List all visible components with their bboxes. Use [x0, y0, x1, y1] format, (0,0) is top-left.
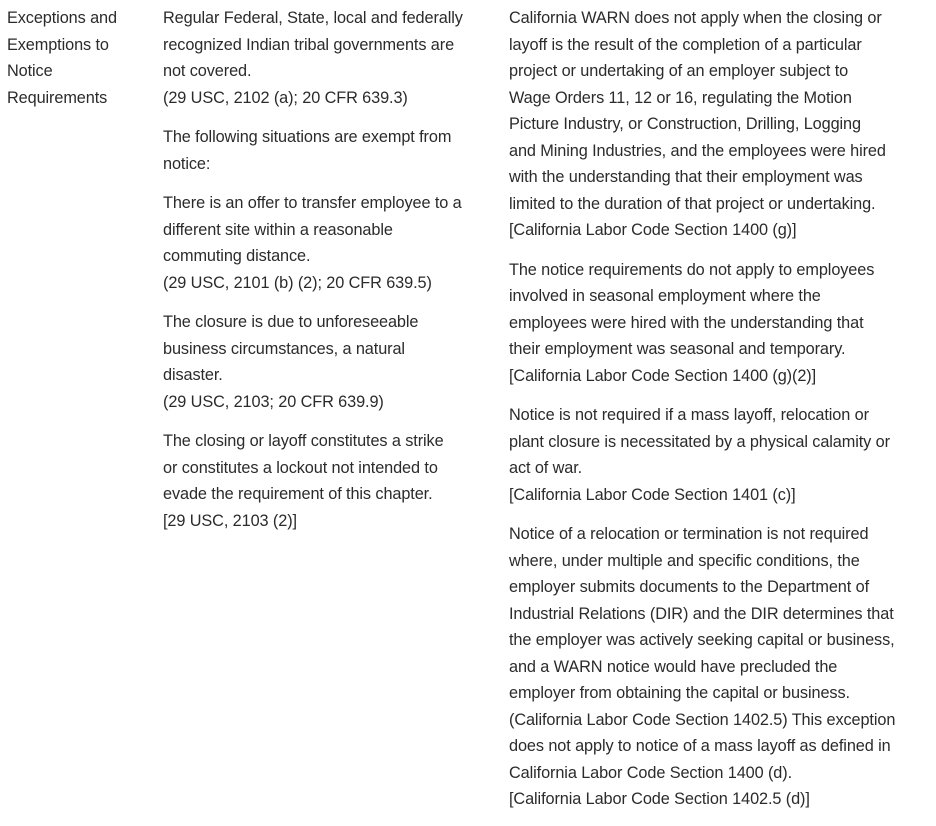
citation-line: (29 USC, 2102 (a); 20 CFR 639.3)	[163, 88, 408, 107]
text-line: evade the requirement of this chapter.	[163, 485, 433, 503]
california-paragraph-calamity	[509, 402, 929, 508]
text-line: employees were hired with the understanding that	[509, 313, 864, 332]
text-line: (California Labor Code Section 1402.5) This exception	[509, 710, 896, 729]
text-line: employer submits documents to the Department of	[509, 578, 869, 596]
text-line: layoff is the result of the completion of a particular	[509, 35, 862, 54]
row-label	[7, 5, 147, 111]
text-line: the employer was actively seeking capital or business,	[509, 631, 895, 649]
text-line: and Mining Industries, and the employees were hired	[509, 141, 886, 160]
text-line: employer from obtaining the capital or business.	[509, 684, 850, 702]
california-cell	[509, 5, 929, 826]
text-line: not covered.	[163, 62, 252, 80]
text-line: The closure is due to unforeseeable	[163, 313, 419, 331]
text-line: Notice is not required if a mass layoff, relocation or	[509, 406, 869, 424]
text-line: commuting distance.	[163, 247, 311, 265]
text-line: or constitutes a lockout not intended to	[163, 458, 438, 477]
row-label-cell	[7, 5, 147, 124]
citation-line: [California Labor Code Section 1400 (g)]	[509, 221, 797, 239]
row-label-line: Requirements	[7, 88, 108, 107]
text-line: their employment was seasonal and temporary.	[509, 340, 846, 358]
california-paragraph-relocation-dir	[509, 521, 929, 813]
text-line: involved in seasonal employment where the	[509, 287, 821, 305]
text-line: California Labor Code Section 1400 (d).	[509, 763, 793, 782]
text-line: The notice requirements do not apply to employees	[509, 260, 875, 279]
federal-paragraph-exempt-intro	[163, 124, 488, 177]
row-label-line: Notice	[7, 62, 53, 80]
federal-paragraph-strike-lockout	[163, 428, 488, 534]
text-line: where, under multiple and specific conditions, the	[509, 551, 860, 570]
text-line: different site within a reasonable	[163, 220, 393, 239]
text-line: plant closure is necessitated by a physical calamity or	[509, 432, 890, 451]
text-line: Wage Orders 11, 12 or 16, regulating the Motion	[509, 88, 852, 107]
text-line: notice:	[163, 154, 211, 173]
federal-paragraph-unforeseeable	[163, 309, 488, 415]
federal-paragraph-transfer-offer	[163, 190, 488, 296]
text-line: Regular Federal, State, local and federally	[163, 9, 463, 27]
text-line: California WARN does not apply when the closing or	[509, 9, 882, 27]
text-line: The following situations are exempt from	[163, 128, 452, 146]
federal-cell	[163, 5, 488, 547]
text-line: and a WARN notice would have precluded the	[509, 657, 838, 676]
california-paragraph-project-completion	[509, 5, 929, 244]
text-line: Notice of a relocation or termination is not required	[509, 525, 869, 543]
row-label-line: Exemptions to	[7, 35, 109, 54]
citation-line: [California Labor Code Section 1402.5 (d)]	[509, 790, 810, 808]
california-paragraph-seasonal	[509, 257, 929, 390]
citation-line: [California Labor Code Section 1400 (g)(2)]	[509, 366, 817, 385]
text-line: Industrial Relations (DIR) and the DIR determines that	[509, 604, 894, 623]
text-line: There is an offer to transfer employee to a	[163, 194, 462, 212]
text-line: with the understanding that their employment was	[509, 168, 863, 186]
text-line: limited to the duration of that project or undertaking.	[509, 194, 876, 213]
citation-line: [29 USC, 2103 (2)]	[163, 511, 297, 530]
citation-line: [California Labor Code Section 1401 (c)]	[509, 485, 796, 504]
text-line: recognized Indian tribal governments are	[163, 35, 455, 54]
citation-line: (29 USC, 2103; 20 CFR 639.9)	[163, 392, 384, 411]
text-line: does not apply to notice of a mass layoff as defined in	[509, 737, 891, 755]
text-line: business circumstances, a natural	[163, 339, 405, 358]
text-line: project or undertaking of an employer subject to	[509, 62, 849, 80]
row-label-line: Exceptions and	[7, 9, 117, 27]
text-line: Picture Industry, or Construction, Drilling, Logging	[509, 115, 861, 133]
text-line: disaster.	[163, 366, 223, 384]
citation-line: (29 USC, 2101 (b) (2); 20 CFR 639.5)	[163, 273, 432, 292]
federal-paragraph-government-exemption	[163, 5, 488, 111]
text-line: act of war.	[509, 459, 583, 477]
text-line: The closing or layoff constitutes a strike	[163, 432, 444, 450]
